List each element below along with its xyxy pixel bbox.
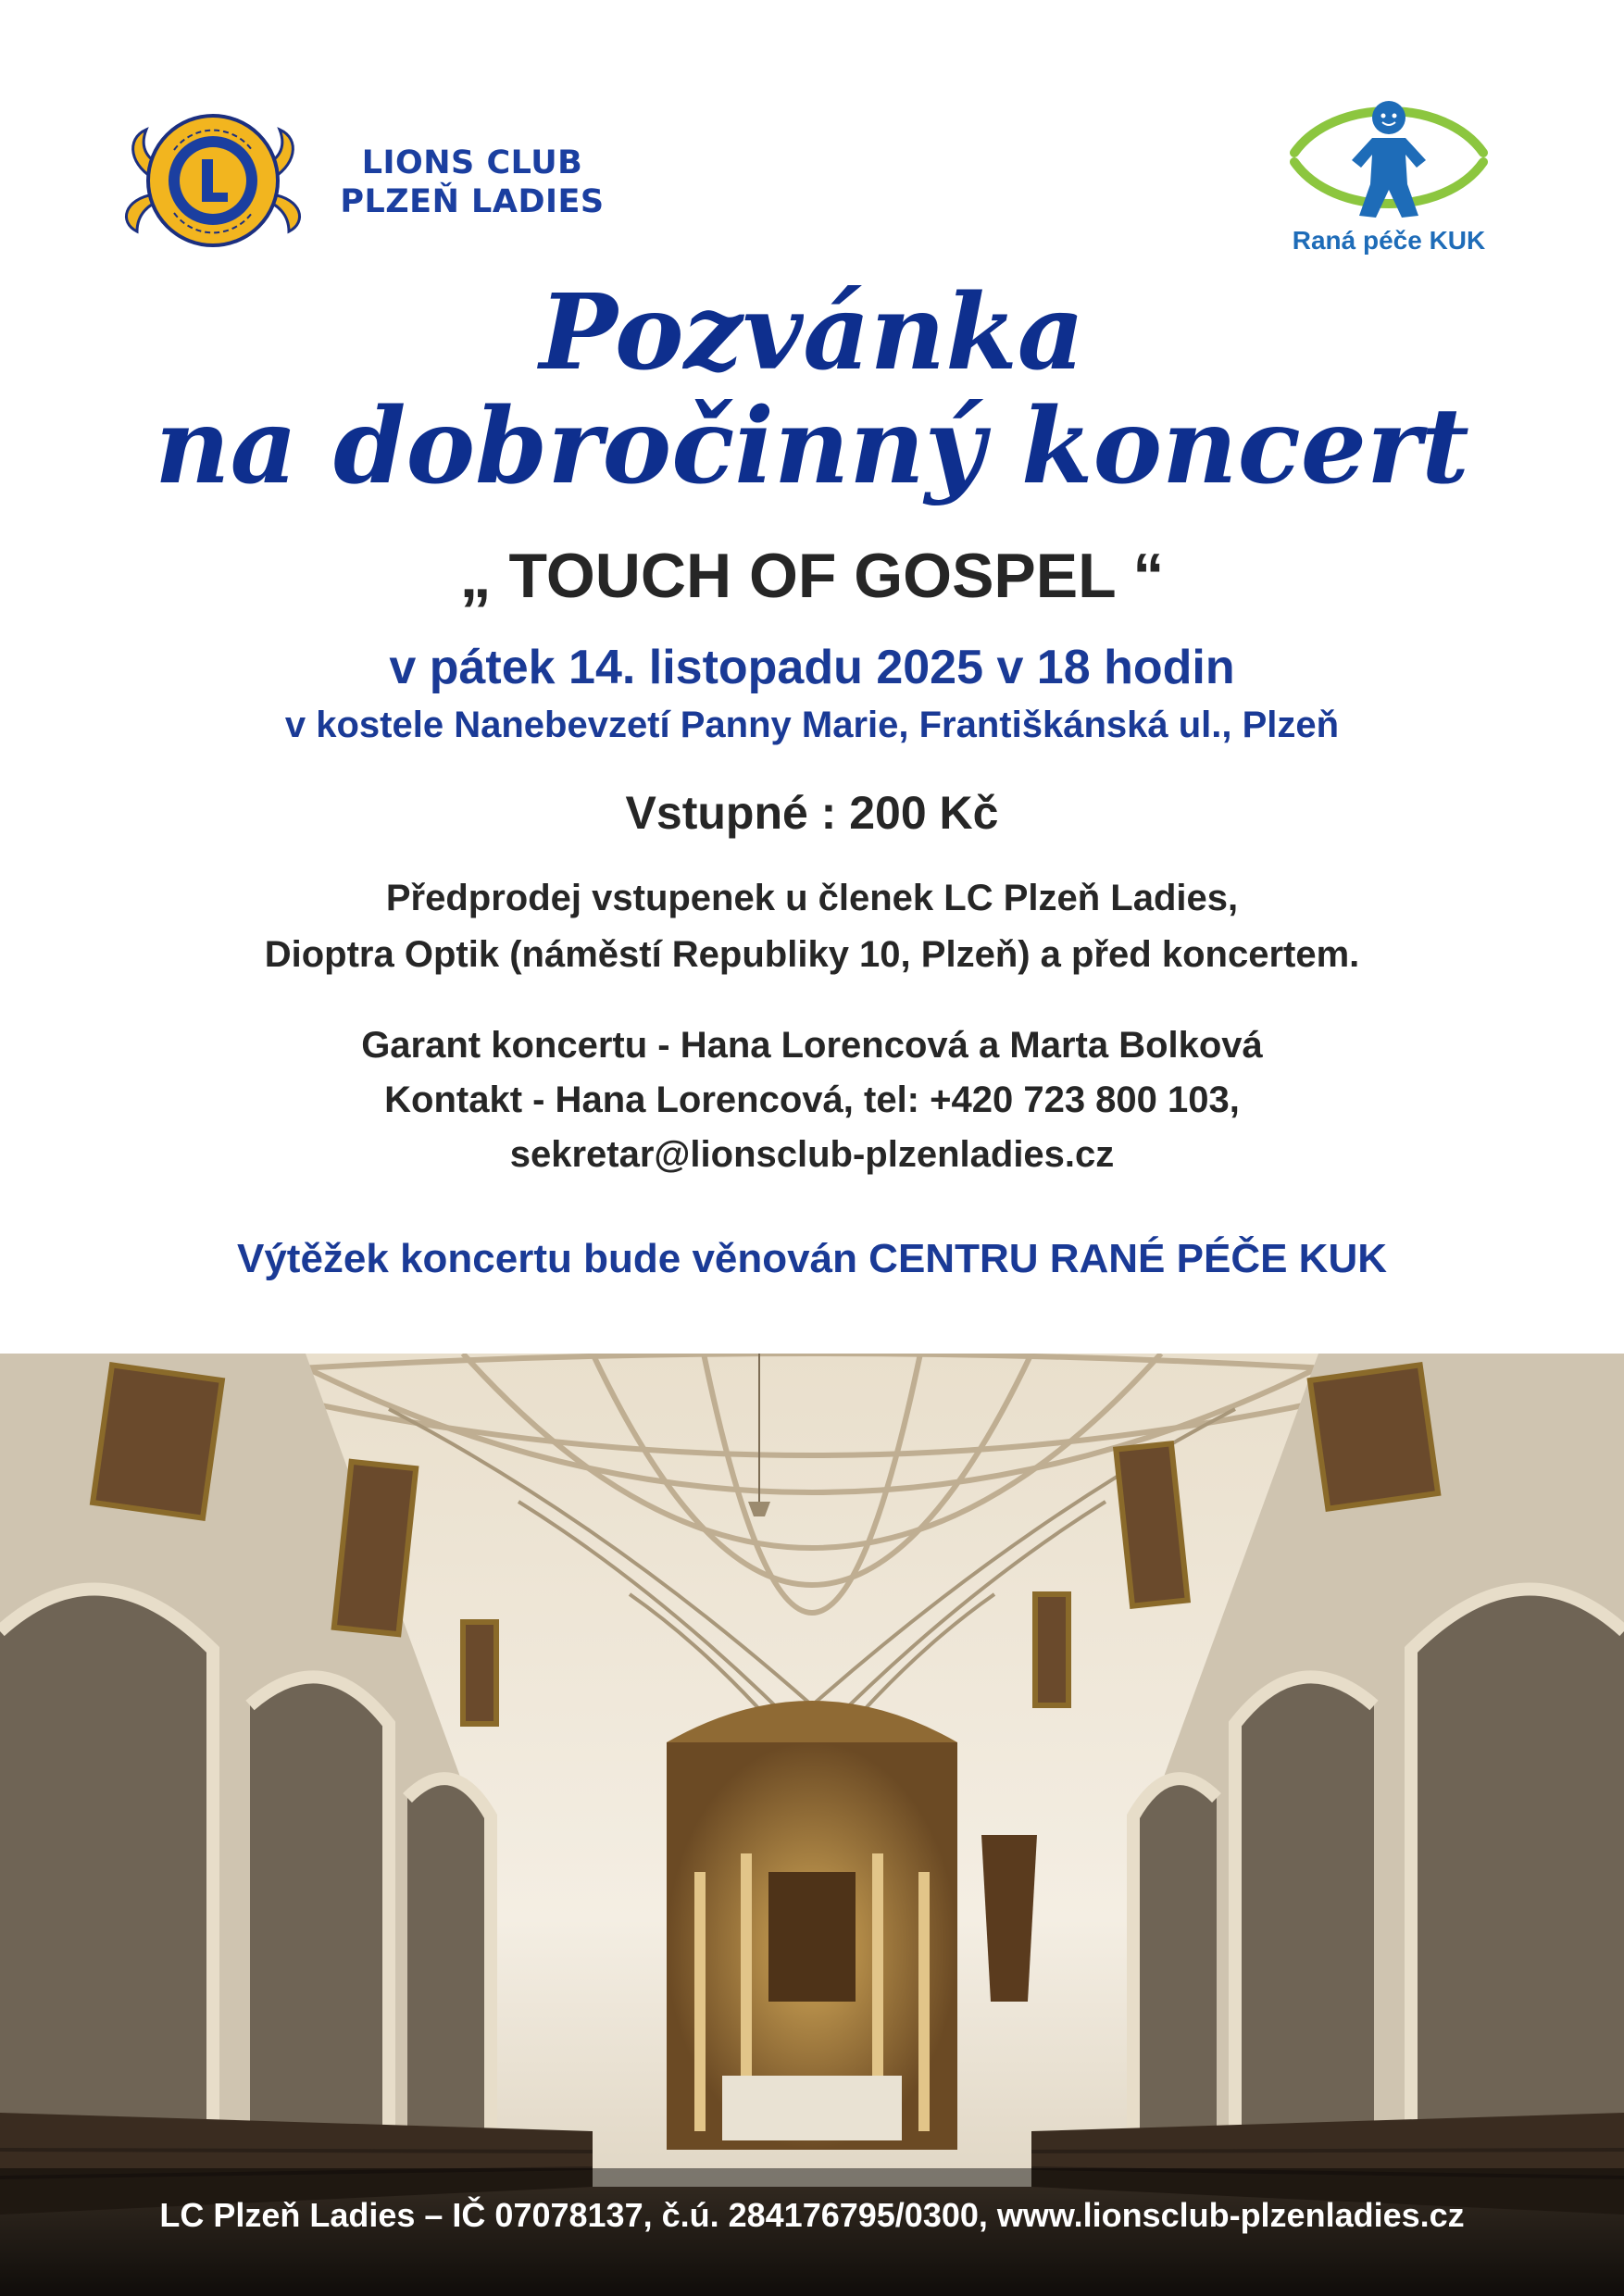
guarantor-line: Garant koncertu - Hana Lorencová a Marta Bolková bbox=[361, 1025, 1263, 1066]
concert-date: v pátek 14. listopadu 2025 v 18 hodin bbox=[389, 641, 1235, 694]
lions-club-name bbox=[319, 144, 625, 221]
invitation-title-line2: na dobročinný koncert bbox=[155, 386, 1469, 507]
invitation-title-line1: Pozvánka bbox=[539, 272, 1085, 393]
proceeds-line: Výtěžek koncertu bude věnován CENTRU RANÉ PÉČE KUK bbox=[236, 1236, 1388, 1281]
kuk-figure-eye-icon bbox=[1287, 88, 1491, 236]
lions-club-line2: PLZEŇ LADIES bbox=[340, 183, 605, 220]
lions-club-line1: LIONS CLUB bbox=[361, 144, 583, 181]
footer-info: LC Plzeň Ladies – IČ 07078137, č.ú. 284176795/0300, www.lionsclub-plzenladies.cz bbox=[159, 2196, 1465, 2234]
presale-line1: Předprodej vstupenek u členek LC Plzeň Ladies, bbox=[385, 878, 1239, 918]
contact-email: sekretar@lionsclub-plzenladies.cz bbox=[509, 1134, 1115, 1175]
concert-name: „ TOUCH OF GOSPEL “ bbox=[459, 541, 1165, 611]
partner-name: Raná péče KUK bbox=[1292, 226, 1486, 255]
admission-price: Vstupné : 200 Kč bbox=[625, 787, 999, 839]
presale-line2: Dioptra Optik (náměstí Republiky 10, Plzeň) a před koncertem. bbox=[264, 934, 1360, 975]
church-interior-photo bbox=[0, 1354, 1624, 2296]
concert-venue: v kostele Nanebevzetí Panny Marie, Františkánská ul., Plzeň bbox=[284, 705, 1340, 745]
lions-logo-icon bbox=[120, 93, 306, 259]
contact-line: Kontakt - Hana Lorencová, tel: +420 723 800 103, bbox=[384, 1079, 1240, 1120]
